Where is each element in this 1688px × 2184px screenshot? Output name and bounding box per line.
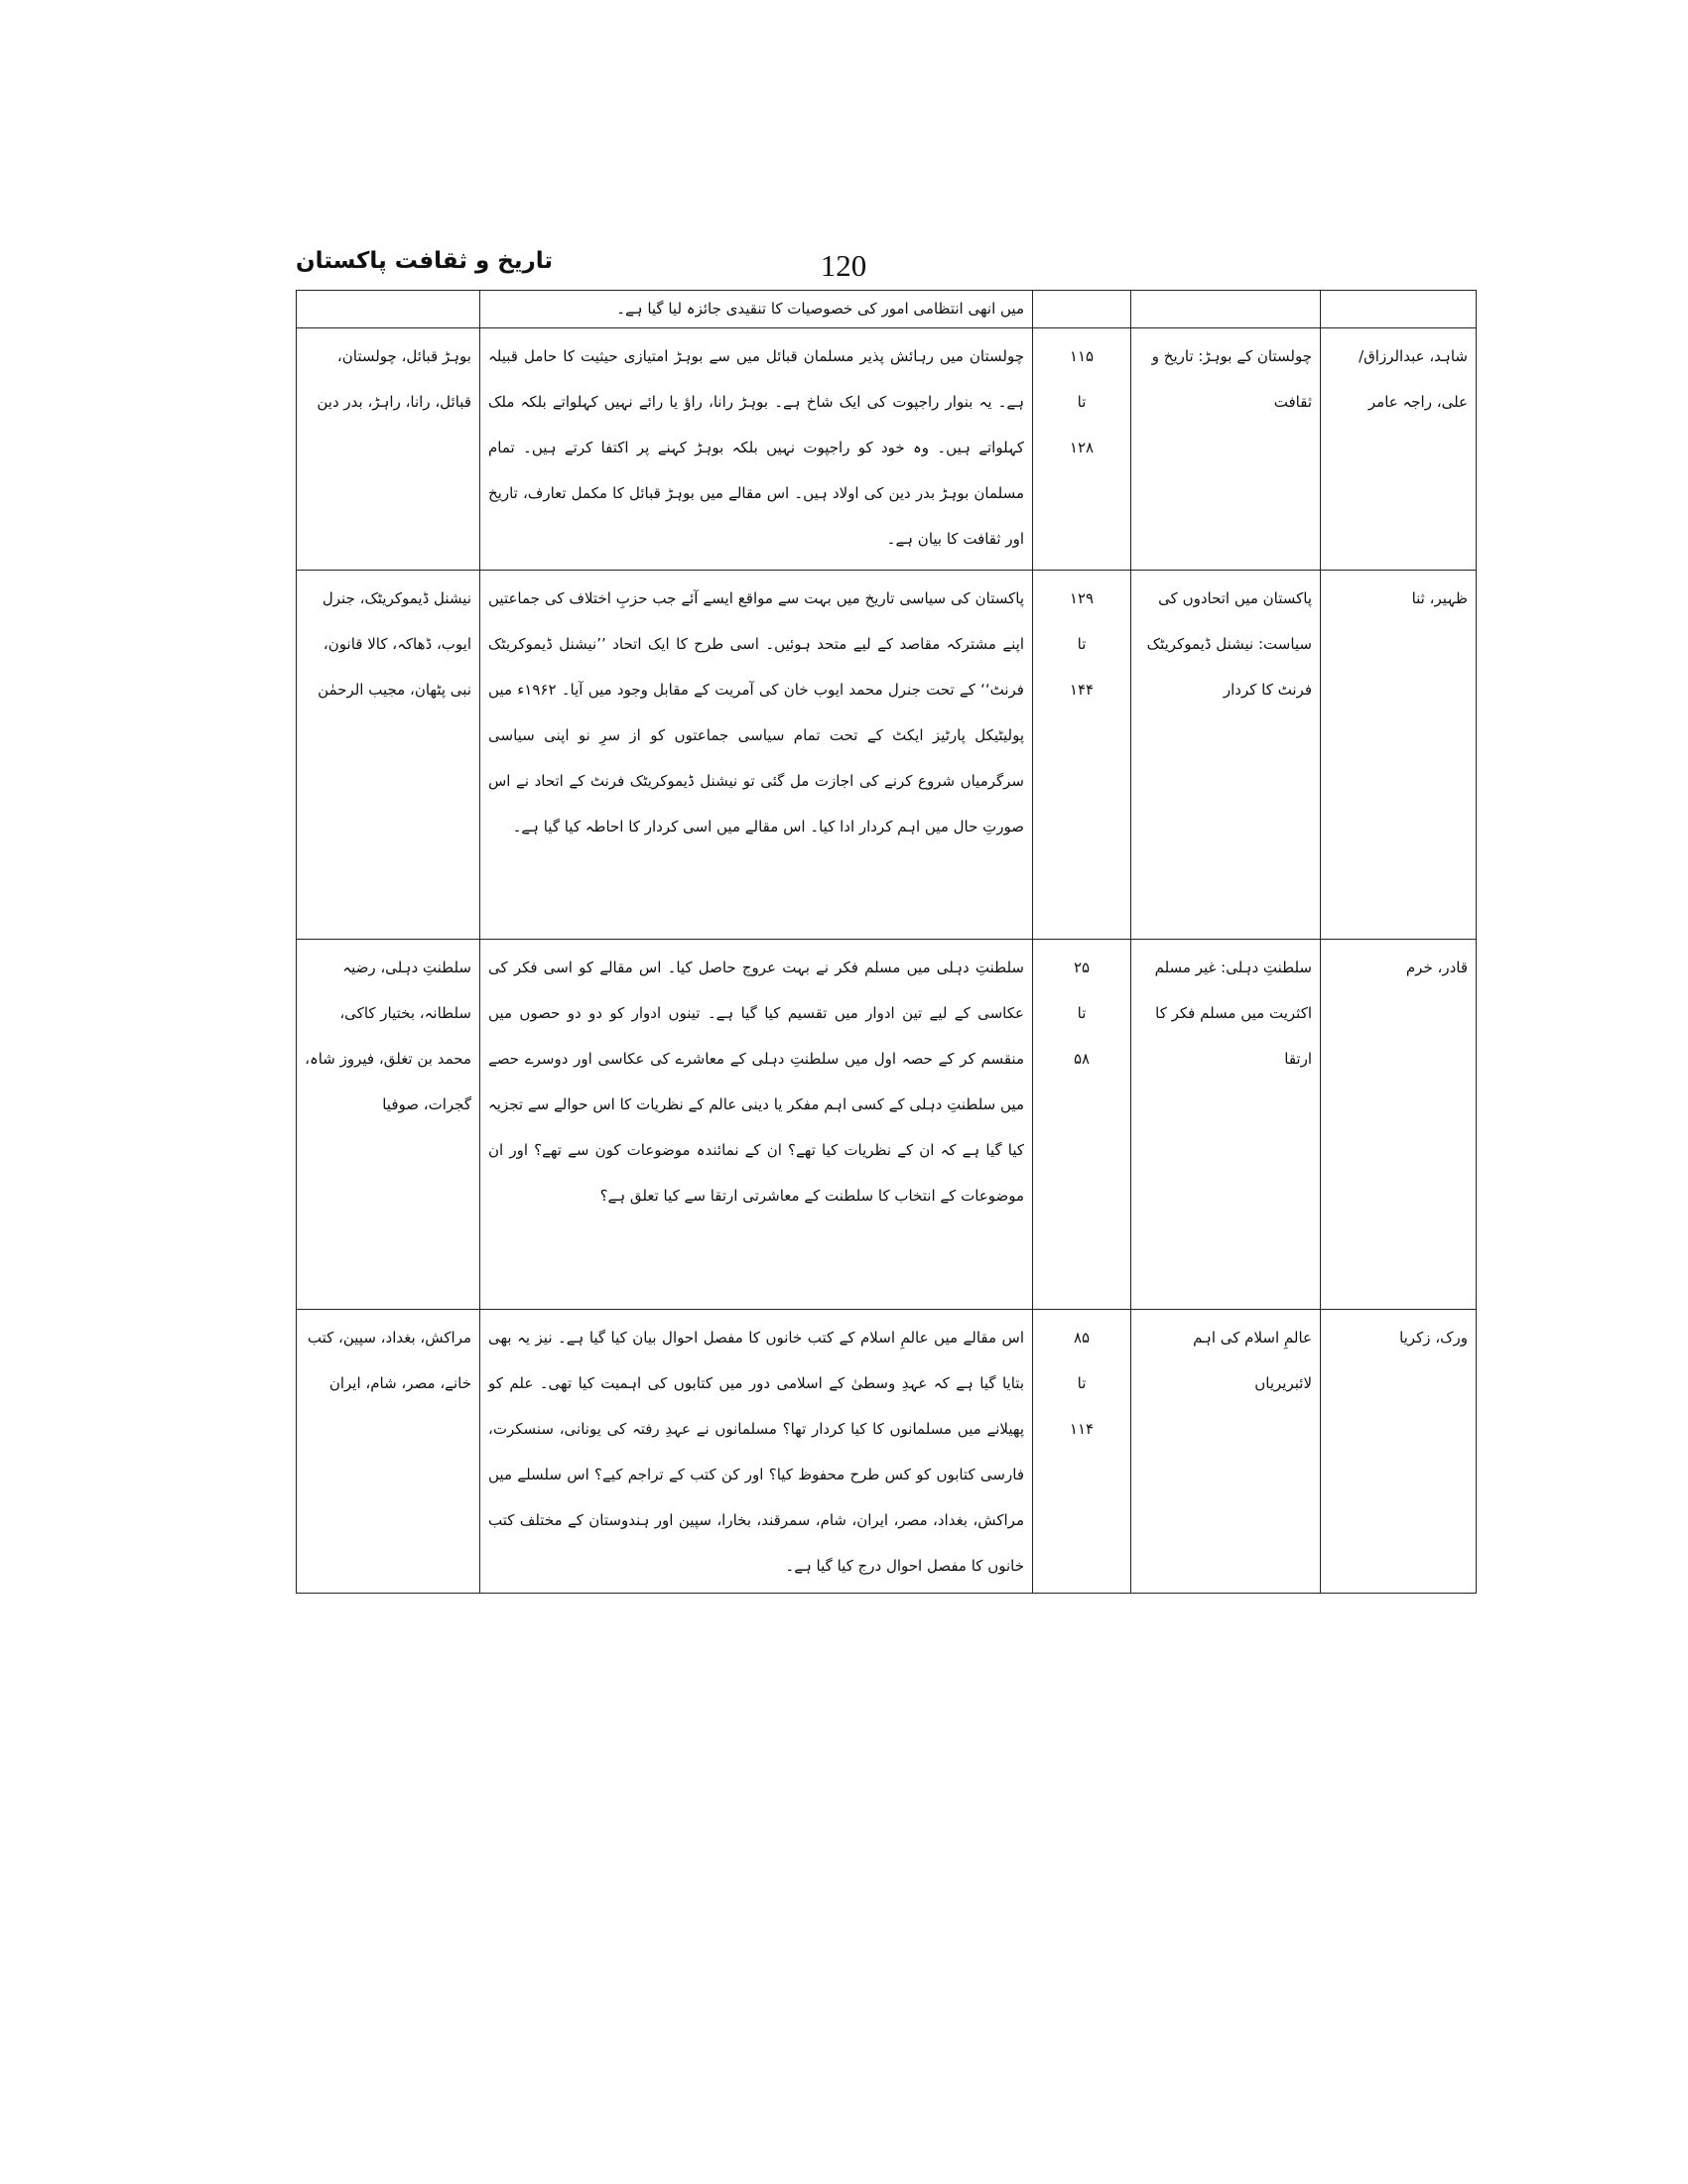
pages-cell	[1033, 1310, 1131, 1594]
title-cell	[1131, 1310, 1321, 1594]
page-end: ۵۸	[1073, 1050, 1091, 1068]
author-text: شاہد، عبدالرزاق/ علی، راجہ عامر	[1359, 347, 1468, 411]
page-end: ۱۴۴	[1069, 681, 1095, 699]
abstract-cell	[480, 571, 1033, 940]
abstract-text: پاکستان کی سیاسی تاریخ میں بہت سے مواقع ایسے آئے جب حزبِ اختلاف کی جماعتیں اپنے مشترکہ مقاصد کے لیے متحد ہوئیں۔ اسی طرح کا ایک اتحاد ’’نیشنل ڈیموکریٹک فرنٹ‘‘ کے تحت جنرل محمد ایوب خان کی آمریت کے مقابل وجود میں آیا۔ ۱۹۶۲ء میں پولیٹیکل پارٹیز ایکٹ کے تحت تمام سیاسی جماعتوں کو از سرِ نو اپنی سیاسی سرگرمیاں شروع کرنے کی اجازت مل گئی تو نیشنل ڈیموکریٹک فرنٹ کے اتحاد نے اس صورتِ حال میں اہم کردار ادا کیا۔ اس مقالے میں اسی کردار کا احاطہ کیا گیا ہے۔	[488, 589, 1024, 835]
pages-cell	[1033, 328, 1131, 571]
page-end: ۱۲۸	[1069, 439, 1095, 456]
title-cell	[1131, 291, 1321, 328]
abstract-cell	[480, 291, 1033, 328]
title-cell	[1131, 571, 1321, 940]
abstract-text: سلطنتِ دہلی میں مسلم فکر نے بہت عروج حاصل کیا۔ اس مقالے کو اسی فکر کی عکاسی کے لیے تین ادوار میں تقسیم کیا گیا ہے۔ تینوں ادوار کو دو دو حصوں میں منقسم کر کے حصہ اول میں سلطنتِ دہلی کے معاشرے کی عکاسی اور دوسرے حصے میں سلطنتِ دہلی کے کسی اہم مفکر یا دینی عالم کے نظریات کا اس حوالے سے تجزیہ کیا گیا ہے کہ ان کے نظریات کیا تھے؟ ان کے نمائندہ موضوعات کون سے تھے؟ اور ان موضوعات کے انتخاب کا سلطنت کے معاشرتی ارتقا سے کیا تعلق ہے؟	[488, 959, 1024, 1205]
article-title: عالمِ اسلام کی اہم لائبریریاں	[1193, 1329, 1312, 1392]
article-index-table	[296, 290, 1477, 1594]
page-range	[1041, 576, 1122, 712]
author-cell	[1321, 1310, 1477, 1594]
abstract-cell	[480, 1310, 1033, 1594]
page-start: ۱۱۵	[1069, 347, 1095, 365]
journal-title: تاریخ و ثقافت پاکستان	[296, 248, 553, 274]
author-cell	[1321, 328, 1477, 571]
keywords-text: نیشنل ڈیموکریٹک، جنرل ایوب، ڈھاکہ، کالا قانون، نبی پٹھان، مجیب الرحمٰن	[318, 589, 471, 699]
keywords-cell	[297, 940, 480, 1310]
keywords-cell	[297, 571, 480, 940]
keywords-cell	[297, 328, 480, 571]
keywords-text: بوہڑ قبائل، چولستان، قبائل، رانا، راہڑ، بدر دین	[317, 347, 471, 411]
pages-cell	[1033, 940, 1131, 1310]
article-title: پاکستان میں اتحادوں کی سیاست: نیشنل ڈیموکریٹک فرنٹ کا کردار	[1146, 589, 1312, 699]
table-row	[297, 571, 1477, 940]
keywords-text: سلطنتِ دہلی، رضیہ سلطانہ، بختیار کاکی، محمد بن تغلق، فیروز شاہ، گجرات، صوفیا	[305, 959, 471, 1113]
author-text: ورک، زکریا	[1399, 1329, 1468, 1347]
keywords-cell	[297, 291, 480, 328]
abstract-cell	[480, 328, 1033, 571]
page-header	[296, 246, 1391, 290]
abstract-text: اس مقالے میں عالمِ اسلام کے کتب خانوں کا مفصل احوال بیان کیا گیا ہے۔ نیز یہ بھی بتایا گیا ہے کہ عہدِ وسطیٰ کے اسلامی دور میں کتابوں کی اہمیت کیا تھی۔ علم کو پھیلانے میں مسلمانوں کا کیا کردار تھا؟ مسلمانوں نے عہدِ رفتہ کی یونانی، سنسکرت، فارسی کتابوں کو کس طرح محفوظ کیا؟ اور کن کتب کے تراجم کیے؟ اس سلسلے میں مراکش، بغداد، مصر، ایران، شام، سمرقند، بخارا، سپین اور ہندوستان کے مختلف کتب خانوں کا مفصل احوال درج کیا گیا ہے۔	[488, 1329, 1024, 1575]
page-range-separator: تا	[1077, 1374, 1087, 1392]
page-number: 120	[820, 248, 867, 283]
article-title: سلطنتِ دہلی: غیر مسلم اکثریت میں مسلم فکر کا ارتقا	[1154, 959, 1312, 1068]
author-cell	[1321, 571, 1477, 940]
title-cell	[1131, 940, 1321, 1310]
abstract-text: چولستان میں رہائش پذیر مسلمان قبائل میں سے بوہڑ امتیازی حیثیت کا حامل قبیلہ ہے۔ یہ بنوار راجپوت کی ایک شاخ ہے۔ بوہڑ رانا، راؤ یا رائے نہیں کہلواتے بلکہ ملک کہلواتے ہیں۔ وہ خود کو راجپوت نہیں بلکہ بوہڑ کہنے پر اکتفا کرتے ہیں۔ تمام مسلمان بوہڑ بدر دین کی اولاد ہیں۔ اس مقالے میں بوہڑ قبائل کا مکمل تعارف، تاریخ اور ثقافت کا بیان ہے۔	[488, 347, 1024, 548]
page-range-separator: تا	[1077, 635, 1087, 653]
author-cell	[1321, 291, 1477, 328]
page-range	[1041, 333, 1122, 470]
author-cell	[1321, 940, 1477, 1310]
page-start: ۱۲۹	[1069, 589, 1095, 607]
page-range-separator: تا	[1077, 1004, 1087, 1022]
pages-cell	[1033, 571, 1131, 940]
page-range	[1041, 945, 1122, 1082]
table-row	[297, 940, 1477, 1310]
abstract-text: میں انھی انتظامی امور کی خصوصیات کا تنقیدی جائزہ لیا گیا ہے۔	[616, 300, 1024, 318]
table-row	[297, 328, 1477, 571]
author-text: ظہیر، ثنا	[1411, 589, 1468, 607]
article-title: چولستان کے بوہڑ: تاریخ و ثقافت	[1151, 347, 1312, 411]
keywords-text: مراکش، بغداد، سپین، کتب خانے، مصر، شام، ایران	[307, 1329, 471, 1392]
pages-cell	[1033, 291, 1131, 328]
abstract-cell	[480, 940, 1033, 1310]
author-text: قادر، خرم	[1405, 959, 1468, 976]
page-range-separator: تا	[1077, 393, 1087, 411]
keywords-cell	[297, 1310, 480, 1594]
page-start: ۸۵	[1073, 1329, 1091, 1347]
page-range	[1041, 1315, 1122, 1452]
page-start: ۲۵	[1073, 959, 1091, 976]
title-cell	[1131, 328, 1321, 571]
table-row-continuation	[297, 291, 1477, 328]
table-row	[297, 1310, 1477, 1594]
page-end: ۱۱۴	[1069, 1420, 1095, 1438]
